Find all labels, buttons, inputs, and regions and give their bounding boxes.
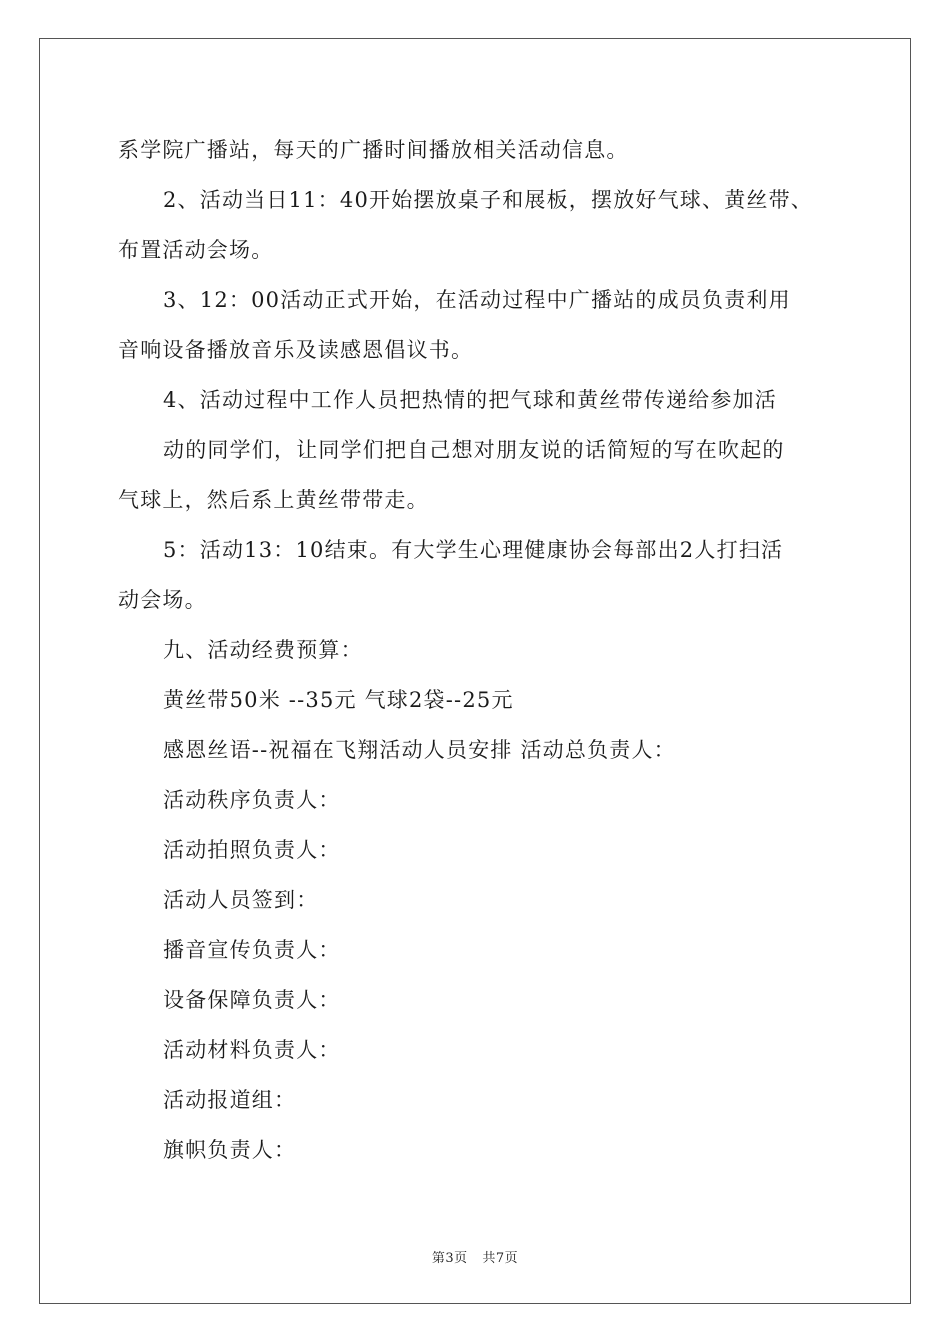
page-footer [0,1247,950,1266]
page-number: 第3页 [431,1251,468,1266]
text-line-19: 活动材料负责人： [163,1038,341,1062]
text-line-7: 动的同学们，让同学们把自己想对朋友说的话简短的写在吹起的 [163,438,785,462]
text-line-5: 音响设备播放音乐及读感恩倡议书。 [118,338,474,362]
text-line-16: 活动人员签到： [163,888,319,912]
page-total: 共7页 [482,1251,519,1266]
text-line-8: 气球上，然后系上黄丝带带走。 [118,488,429,512]
text-line-2: 2、活动当日11：40开始摆放桌子和展板，摆放好气球、黄丝带、 [163,188,814,212]
page-border [39,38,911,1304]
text-line-1: 系学院广播站，每天的广播时间播放相关活动信息。 [118,138,629,162]
text-line-17: 播音宣传负责人： [163,938,341,962]
text-line-3: 布置活动会场。 [118,238,274,262]
text-line-10: 动会场。 [118,588,207,612]
text-line-14: 活动秩序负责人： [163,788,341,812]
text-line-4: 3、12：00活动正式开始，在活动过程中广播站的成员负责利用 [163,288,791,312]
text-line-20: 活动报道组： [163,1088,297,1112]
text-line-11: 九、活动经费预算： [163,638,363,662]
text-line-9: 5：活动13：10结束。有大学生心理健康协会每部出2人打扫活 [163,538,784,562]
text-line-21: 旗帜负责人： [163,1138,297,1162]
text-line-12: 黄丝带50米 --35元 气球2袋--25元 [163,688,514,712]
text-line-6: 4、活动过程中工作人员把热情的把气球和黄丝带传递给参加活 [163,388,777,412]
text-line-18: 设备保障负责人： [163,988,341,1012]
text-line-13: 感恩丝语--祝福在飞翔活动人员安排 活动总负责人： [163,738,676,762]
text-line-15: 活动拍照负责人： [163,838,341,862]
